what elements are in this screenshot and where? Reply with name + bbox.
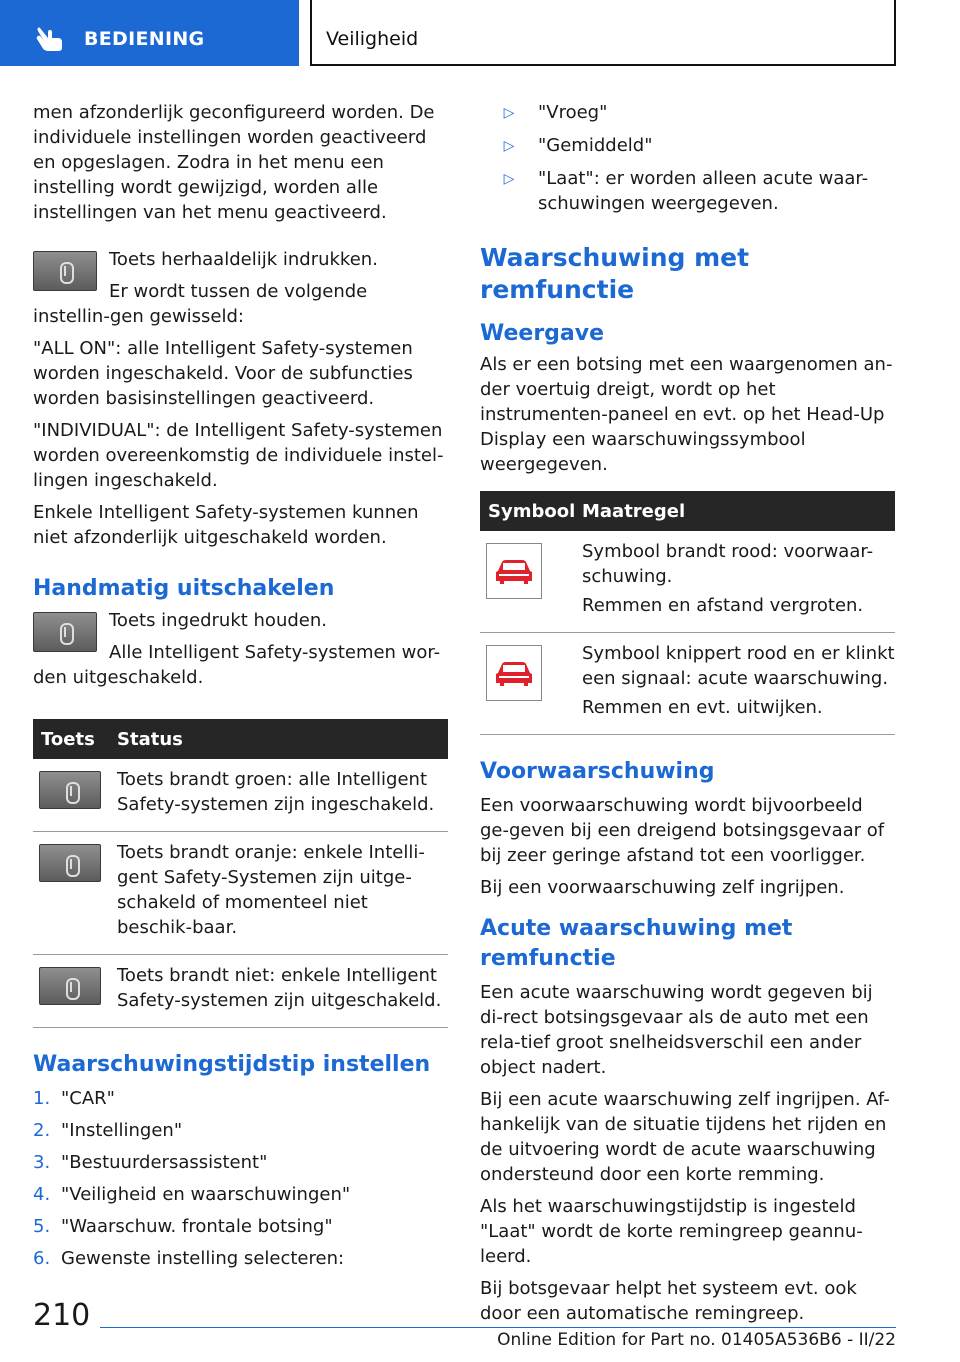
options-list — [480, 100, 895, 216]
table-header — [33, 719, 448, 759]
heading-display: Weergave — [480, 321, 605, 346]
paragraph: Enkele Intelligent Safety-systemen kunnen niet afzonderlijk uitgeschakeld worden. — [33, 502, 419, 548]
paragraph: Een acute waarschuwing wordt gegeven bij di-rect botsingsgevaar als de auto met een rela-tief groot snelheidsverschil een ander object nadert. — [480, 982, 873, 1078]
triangle-bullet-icon: ▷ — [503, 171, 515, 187]
button-instruction — [33, 247, 448, 336]
list-item: ▷ "Laat": er worden alleen acute waar-schuwingen weergegeven. — [480, 166, 895, 216]
edition-note: Online Edition for Part no. 01405A536B6 - II/22 — [497, 1330, 896, 1350]
list-item: ▷ "Vroeg" — [480, 100, 895, 126]
list-item: 1. "CAR" — [33, 1088, 115, 1109]
heading-brake-warning: Waarschuwing met remfunctie — [480, 243, 750, 304]
table-row — [33, 759, 448, 832]
column-header: Toets — [41, 728, 95, 750]
heading-manual-off: Handmatig uitschakelen — [33, 576, 335, 601]
triangle-bullet-icon: ▷ — [503, 105, 515, 121]
steps-list — [33, 1086, 448, 1271]
left-column — [33, 100, 448, 1278]
list-item: 3. "Bestuurdersassistent" — [33, 1152, 268, 1173]
list-item: 2. "Instellingen" — [33, 1120, 183, 1141]
paragraph: "INDIVIDUAL": de Intelligent Safety-systemen worden overeenkomstig de individuele instel-lingen ingeschakeld. — [33, 420, 444, 491]
paragraph: Toets herhaaldelijk indrukken. — [109, 249, 378, 270]
list-item: 4. "Veiligheid en waarschuwingen" — [33, 1184, 351, 1205]
button-green-icon — [39, 771, 101, 809]
paragraph: Toets ingedrukt houden. — [109, 610, 327, 631]
table-row — [33, 832, 448, 955]
table-header — [480, 491, 895, 531]
column-header: Maatregel — [582, 500, 686, 522]
table-cell: Remmen en evt. uitwijken. — [582, 697, 823, 718]
page-number: 210 — [33, 1298, 91, 1333]
table-cell: Symbool knippert rood en er klinkt een signaal: acute waarschuwing. — [582, 643, 895, 689]
paragraph: Er wordt tussen de volgende instellin-gen gewisseld: — [33, 281, 368, 327]
intelligent-safety-button-icon — [33, 251, 97, 291]
heading-acute-warning: Acute waarschuwing met remfunctie — [480, 916, 793, 971]
intelligent-safety-button-icon — [33, 612, 97, 652]
table-row — [480, 633, 895, 735]
section-title: BEDIENING — [84, 28, 205, 50]
column-header: Status — [117, 728, 183, 750]
paragraph: Alle Intelligent Safety-systemen wor-den uitgeschakeld. — [33, 642, 441, 688]
heading-pre-warning: Voorwaarschuwing — [480, 759, 715, 784]
button-orange-icon — [39, 844, 101, 882]
paragraph: Bij een voorwaarschuwing zelf ingrijpen. — [480, 877, 845, 898]
triangle-bullet-icon: ▷ — [503, 138, 515, 154]
button-status-table — [33, 719, 448, 1028]
table-cell: Toets brandt oranje: enkele Intelli-gent Safety-Systemen zijn uitge-schakeld of momenteel niet beschik-baar. — [117, 842, 425, 938]
collision-warning-car-icon — [486, 543, 542, 599]
table-cell: Toets brandt groen: alle Intelligent Safety-systemen zijn ingeschakeld. — [117, 769, 435, 815]
acute-warning-car-icon — [486, 645, 542, 701]
button-off-icon — [39, 967, 101, 1005]
column-header: Symbool — [488, 500, 576, 522]
list-item: 6. Gewenste instelling selecteren: — [33, 1248, 345, 1269]
paragraph: Bij een acute waarschuwing zelf ingrijpen. Af-hankelijk van de situatie tijdens het rijden en de uitvoering wordt de acute waarschuwing ondersteund door een korte remming. — [480, 1089, 890, 1185]
section-tab — [0, 0, 299, 66]
paragraph: Bij botsgevaar helpt het systeem evt. ook door een automatische remingreep. — [480, 1278, 857, 1324]
paragraph: Als er een botsing met een waargenomen an-der voertuig dreigt, wordt op het instrumenten-paneel en evt. op het Head-Up Display een waarschuwingssymbool weergegeven. — [480, 354, 893, 475]
chapter-title: Veiligheid — [326, 28, 419, 50]
table-row — [480, 531, 895, 633]
table-cell: Remmen en afstand vergroten. — [582, 595, 864, 616]
footer-divider — [100, 1327, 896, 1328]
paragraph: Een voorwaarschuwing wordt bijvoorbeeld ge-geven bij een dreigend botsingsgevaar of bij zeer geringe afstand tot een voorligger. — [480, 795, 885, 866]
symbol-table — [480, 491, 895, 735]
paragraph: men afzonderlijk geconfigureerd worden. De individuele instellingen worden geactiveerd en opgeslagen. Zodra in het menu een instelling wordt gewijzigd, worden alle instellingen van het menu geactiveerd. — [33, 102, 435, 223]
paragraph: "ALL ON": alle Intelligent Safety-systemen worden ingeschakeld. Voor de subfuncties worden basisinstellingen geactiveerd. — [33, 338, 413, 409]
button-instruction — [33, 608, 448, 697]
heading-warning-timing: Waarschuwingstijdstip instellen — [33, 1052, 431, 1077]
list-item: ▷ "Gemiddeld" — [480, 133, 895, 159]
list-item: 5. "Waarschuw. frontale botsing" — [33, 1216, 333, 1237]
right-column — [480, 100, 895, 1333]
table-row — [33, 955, 448, 1028]
hand-pointer-icon — [36, 26, 66, 52]
paragraph: Als het waarschuwingstijdstip is ingesteld "Laat" wordt de korte remingreep geannu-leerd. — [480, 1196, 863, 1267]
table-cell: Symbool brandt rood: voorwaar-schuwing. — [582, 541, 874, 587]
table-cell: Toets brandt niet: enkele Intelligent Safety-systemen zijn uitgeschakeld. — [117, 965, 442, 1011]
